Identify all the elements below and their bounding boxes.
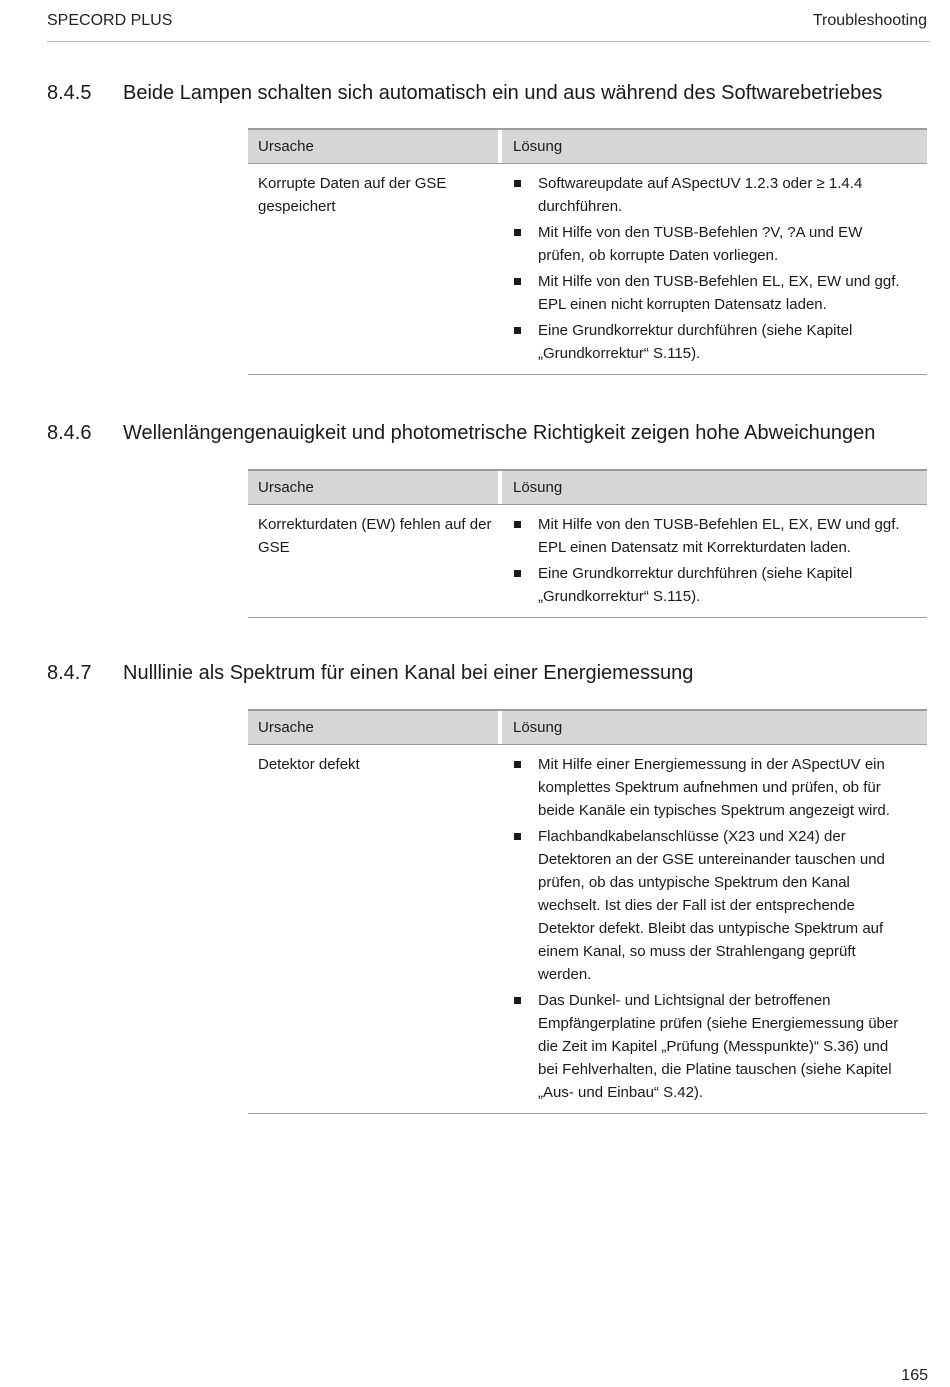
bullet-square-icon [514,278,521,285]
solution-item: Mit Hilfe von den TUSB-Befehlen EL, EX, EW und ggf. EPL einen Datensatz mit Korrekturdaten laden. [512,513,909,559]
bullet-square-icon [514,761,521,768]
cause-cell: Korrupte Daten auf der GSE gespeichert [258,175,447,215]
header-solution: Lösung [502,711,927,744]
running-header-right: Troubleshooting [812,12,927,29]
troubleshooting-table [248,709,927,1114]
section-heading [47,662,930,692]
bullet-square-icon [514,570,521,577]
bullet-square-icon [514,521,521,528]
bullet-square-icon [514,229,521,236]
table-row [248,504,927,618]
section-title: Wellenlängengenauigkeit und photometrische Richtigkeit zeigen hohe Abweichungen [123,422,876,444]
solution-item: Eine Grundkorrektur durchführen (siehe Kapitel „Grundkorrektur“ S.115). [512,319,909,365]
bullet-square-icon [514,180,521,187]
section-title: Nulllinie als Spektrum für einen Kanal bei einer Energiemessung [123,662,694,684]
header-cause: Ursache [248,711,498,744]
table-header-row [248,128,927,163]
solution-item: Mit Hilfe von den TUSB-Befehlen ?V, ?A und EW prüfen, ob korrupte Daten vorliegen. [512,221,909,267]
solution-item: Mit Hilfe von den TUSB-Befehlen EL, EX, EW und ggf. EPL einen nicht korrupten Datensatz laden. [512,270,909,316]
section-heading [47,82,930,112]
page-number: 165 [901,1367,928,1384]
header-cause: Ursache [248,471,498,504]
solution-item: Eine Grundkorrektur durchführen (siehe Kapitel „Grundkorrektur“ S.115). [512,562,909,608]
header-solution: Lösung [502,471,927,504]
troubleshooting-table [248,469,927,618]
section-number: 8.4.5 [47,82,92,104]
header-rule [47,41,930,42]
table-row [248,744,927,1114]
bullet-square-icon [514,327,521,334]
solution-item: Das Dunkel- und Lichtsignal der betroffenen Empfängerplatine prüfen (siehe Energiemessung über die Zeit im Kapitel „Prüfung (Messpunkte)“ S.36) und bei Fehlverhalten, die Platine tauschen (siehe Kapitel „Aus- und Einbau“ S.42). [512,989,909,1104]
section-8-4-5 [47,82,930,375]
section-number: 8.4.7 [47,662,92,684]
table-row [248,163,927,375]
solution-item: Mit Hilfe einer Energiemessung in der ASpectUV ein komplettes Spektrum aufnehmen und prüfen, ob für beide Kanäle ein typisches Spektrum angezeigt wird. [512,753,909,822]
header-solution: Lösung [502,130,927,163]
table-header-row [248,469,927,504]
solution-cell [502,172,927,368]
cause-cell: Korrekturdaten (EW) fehlen auf der GSE [258,516,492,556]
section-8-4-6 [47,422,930,618]
section-number: 8.4.6 [47,422,92,444]
running-header-left: SPECORD PLUS [47,12,173,29]
solution-item: Softwareupdate auf ASpectUV 1.2.3 oder ≥ 1.4.4 durchführen. [512,172,909,218]
solution-cell [502,513,927,611]
table-header-row [248,709,927,744]
solution-cell [502,753,927,1107]
cause-cell: Detektor defekt [258,756,360,773]
bullet-square-icon [514,833,521,840]
section-title: Beide Lampen schalten sich automatisch ein und aus während des Softwarebetriebes [123,82,883,104]
header-cause: Ursache [248,130,498,163]
solution-item: Flachbandkabelanschlüsse (X23 und X24) der Detektoren an der GSE untereinander tauschen und prüfen, ob das untypische Spektrum den Kanal wechselt. Ist dies der Fall ist der entsprechende Detektor defekt. Bleibt das untypische Spektrum auf einem Kanal, so muss der Strahlengang geprüft werden. [512,825,909,986]
section-heading [47,422,930,452]
bullet-square-icon [514,997,521,1004]
troubleshooting-table [248,128,927,375]
section-8-4-7 [47,662,930,1114]
